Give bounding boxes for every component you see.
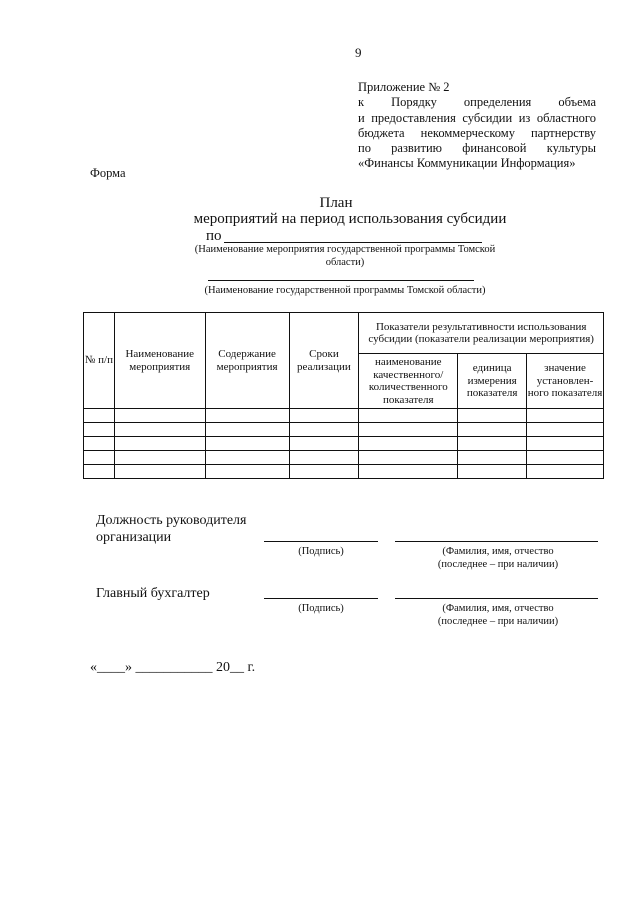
program-blank [208,280,474,281]
appendix-line: бюджета некоммерческому партнерству [358,125,596,140]
date-line: «____» ___________ 20__ г. [90,660,256,675]
plan-subtitle: мероприятий на период использования субсидии [193,211,507,227]
director-name-line [395,541,598,542]
appendix-line: «Финансы Коммуникации Информация» [358,156,576,171]
appendix-title: Приложение № 2 [358,80,450,94]
program-event-caption: (Наименование мероприятия государственной программы Томской области) [194,244,496,268]
plan-title: План [319,195,353,211]
director-name-caption: (Фамилия, имя, отчество (последнее – при наличии) [437,546,559,570]
table-row [84,465,604,479]
appendix-line: по развитию финансовой культуры [358,141,596,156]
accountant-name-caption: (Фамилия, имя, отчество (последнее – при наличии) [437,603,559,627]
header-indicator-value: значение установлен-ного показателя [527,354,604,409]
appendix-line: и предоставления субсидии из областного [358,110,596,125]
accountant-signature-caption: (Подпись) [298,603,344,614]
header-num: № п/п [84,313,115,409]
accountant-signature-line [264,598,378,599]
table-row [84,451,604,465]
form-label: Форма [90,166,126,180]
table-row [84,409,604,423]
page-number: 9 [355,45,362,60]
table-row [84,437,604,451]
header-name: Наименование мероприятия [114,313,205,409]
accountant-label: Главный бухгалтер [96,586,210,601]
director-label: Должность руководителя организации [96,513,247,545]
header-indicator-unit: единица измерения показателя [458,354,527,409]
table-row [84,423,604,437]
appendix-line: к Порядку определения объема [358,95,596,110]
director-signature-line [264,541,378,542]
header-indicators-group: Показатели результативности использования субсидии (показатели реализации мероприятия) [359,313,604,354]
director-signature-caption: (Подпись) [298,546,344,557]
header-content: Содержание мероприятия [205,313,289,409]
accountant-name-line [395,598,598,599]
header-indicator-name: наименование качественного/ количественного показателя [359,354,458,409]
plan-table [83,312,604,479]
po-label: по [206,228,222,244]
appendix-block [358,80,596,172]
program-caption: (Наименование государственной программы Томской области) [204,285,486,296]
header-terms: Сроки реализации [289,313,359,409]
